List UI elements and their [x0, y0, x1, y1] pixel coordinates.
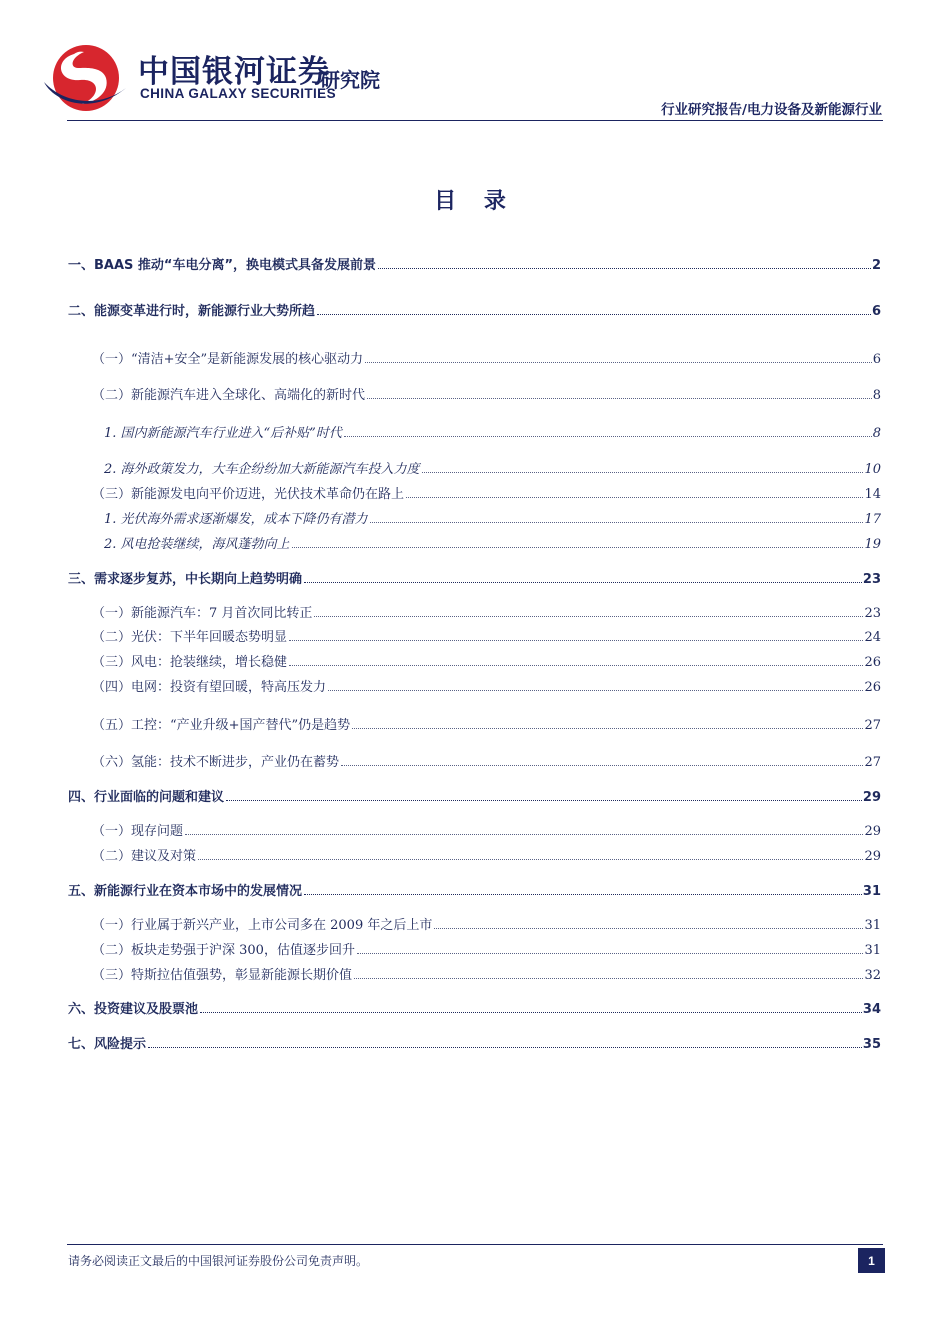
toc-entry-label: （一）新能源汽车：7 月首次同比转正	[92, 606, 313, 621]
toc-entry-label: （二）新能源汽车进入全球化、高端化的新时代	[92, 388, 366, 403]
toc-entry-subsection[interactable]	[92, 679, 881, 697]
toc-entry-page: 8	[872, 426, 881, 441]
logo-institute: 研究院	[320, 68, 380, 92]
toc-entry-subsection[interactable]	[92, 917, 881, 935]
toc-entry-label: 一、BAAS 推动“车电分离”，换电模式具备发展前景	[68, 258, 377, 273]
page-number-badge: 1	[858, 1248, 885, 1273]
toc-entry-label: 六、投资建议及股票池	[68, 1002, 199, 1017]
galaxy-logo-icon	[40, 38, 132, 116]
toc-entry-item[interactable]	[104, 461, 881, 479]
toc-entry-page: 35	[862, 1037, 881, 1052]
toc-entry-page: 23	[864, 606, 881, 621]
toc-entry-page: 29	[864, 824, 881, 839]
toc-entry-item[interactable]	[104, 511, 881, 529]
toc-leader-dots	[304, 894, 862, 895]
toc-entry-label: （二）板块走势强于沪深 300，估值逐步回升	[92, 943, 355, 958]
toc-entry-section-1[interactable]	[68, 257, 881, 275]
toc-entry-label: （六）氢能：技术不断进步，产业仍在蓄势	[92, 755, 340, 770]
logo-english-name: CHINA GALAXY SECURITIES	[140, 86, 336, 101]
toc-entry-page: 24	[864, 630, 881, 645]
toc-entry-subsection[interactable]	[92, 967, 881, 985]
toc-entry-subsection[interactable]	[92, 629, 881, 647]
toc-entry-page: 34	[862, 1002, 881, 1017]
toc-entry-label: 五、新能源行业在资本市场中的发展情况	[68, 884, 303, 899]
company-logo	[40, 38, 412, 116]
toc-leader-dots	[378, 268, 871, 269]
toc-leader-dots	[148, 1047, 862, 1048]
toc-entry-subsection[interactable]	[92, 654, 881, 672]
toc-entry-subsection[interactable]	[92, 717, 881, 735]
toc-leader-dots	[185, 834, 863, 835]
toc-entry-label: 二、能源变革进行时，新能源行业大势所趋	[68, 304, 316, 319]
toc-entry-page: 19	[864, 537, 881, 552]
toc-entry-label: 四、行业面临的问题和建议	[68, 790, 225, 805]
toc-entry-subsection[interactable]	[92, 605, 881, 623]
toc-entry-label: （三）新能源发电向平价迈进，光伏技术革命仍在路上	[92, 487, 405, 502]
toc-entry-page: 8	[872, 388, 881, 403]
toc-entry-page: 6	[871, 304, 881, 319]
toc-leader-dots	[365, 362, 872, 363]
toc-leader-dots	[352, 728, 863, 729]
toc-entry-page: 26	[864, 680, 881, 695]
toc-entry-item[interactable]	[104, 425, 881, 443]
toc-entry-subsection[interactable]	[92, 754, 881, 772]
toc-entry-page: 14	[864, 487, 881, 502]
toc-entry-page: 31	[862, 884, 881, 899]
toc-leader-dots	[304, 582, 862, 583]
report-type: 行业研究报告/电力设备及新能源行业	[661, 102, 882, 118]
toc-entry-section-5[interactable]	[68, 883, 881, 901]
toc-entry-label: （二）光伏：下半年回暖态势明显	[92, 630, 288, 645]
toc-entry-label: 七、风险提示	[68, 1037, 147, 1052]
toc-leader-dots	[289, 665, 863, 666]
toc-entry-page: 2	[871, 258, 881, 273]
toc-leader-dots	[198, 859, 863, 860]
logo-chinese-name: 中国银河证券	[138, 54, 330, 90]
footer-disclaimer: 请务必阅读正文最后的中国银河证券股份公司免责声明。	[68, 1254, 369, 1268]
toc-entry-label: （一）“清洁+安全”是新能源发展的核心驱动力	[92, 352, 364, 367]
toc-entry-label: （三）特斯拉估值强势，彰显新能源长期价值	[92, 968, 353, 983]
toc-entry-label: （三）风电：抢装继续，增长稳健	[92, 655, 288, 670]
toc-leader-dots	[434, 928, 863, 929]
toc-entry-subsection[interactable]	[92, 942, 881, 960]
toc-leader-dots	[422, 472, 864, 473]
toc-leader-dots	[317, 314, 871, 315]
toc-entry-label: （五）工控：“产业升级+国产替代”仍是趋势	[92, 718, 351, 733]
footer-divider	[67, 1244, 883, 1245]
toc-entry-subsection[interactable]	[92, 387, 881, 405]
toc-entry-page: 29	[864, 849, 881, 864]
header-divider	[67, 120, 883, 121]
toc-leader-dots	[406, 497, 863, 498]
toc-entry-page: 32	[864, 968, 881, 983]
toc-entry-page: 31	[864, 918, 881, 933]
toc-leader-dots	[226, 800, 862, 801]
toc-entry-label: （一）现存问题	[92, 824, 184, 839]
toc-entry-label: （四）电网：投资有望回暖，特高压发力	[92, 680, 327, 695]
toc-leader-dots	[289, 640, 863, 641]
toc-entry-subsection[interactable]	[92, 351, 881, 369]
toc-entry-section-6[interactable]	[68, 1001, 881, 1019]
toc-entry-label: 三、需求逐步复苏，中长期向上趋势明确	[68, 572, 303, 587]
toc-leader-dots	[292, 547, 864, 548]
toc-leader-dots	[341, 765, 863, 766]
toc-entry-page: 27	[864, 755, 881, 770]
toc-leader-dots	[200, 1012, 862, 1013]
toc-entry-label: 2. 海外政策发力，大车企纷纷加大新能源汽车投入力度	[104, 462, 420, 477]
toc-leader-dots	[314, 616, 863, 617]
toc-entry-subsection[interactable]	[92, 823, 881, 841]
toc-entry-section-2[interactable]	[68, 303, 881, 321]
toc-entry-page: 10	[864, 462, 881, 477]
toc-leader-dots	[357, 953, 864, 954]
toc-leader-dots	[328, 690, 863, 691]
toc-entry-section-4[interactable]	[68, 789, 881, 807]
toc-entry-label: （二）建议及对策	[92, 849, 197, 864]
toc-entry-subsection[interactable]	[92, 486, 881, 504]
toc-entry-section-7[interactable]	[68, 1036, 881, 1054]
toc-title: 目 录	[434, 189, 516, 214]
toc-entry-label: 1. 国内新能源汽车行业进入“后补贴”时代	[104, 426, 342, 441]
toc-entry-label: （一）行业属于新兴产业，上市公司多在 2009 年之后上市	[92, 918, 433, 933]
toc-entry-label: 2. 风电抢装继续，海风蓬勃向上	[104, 537, 290, 552]
toc-entry-page: 26	[864, 655, 881, 670]
toc-entry-page: 31	[864, 943, 881, 958]
toc-entry-page: 23	[862, 572, 881, 587]
toc-leader-dots	[367, 398, 872, 399]
toc-entry-item[interactable]	[104, 536, 881, 554]
toc-leader-dots	[354, 978, 863, 979]
toc-entry-page: 17	[864, 512, 881, 527]
toc-entry-section-3[interactable]	[68, 571, 881, 589]
toc-entry-page: 29	[862, 790, 881, 805]
toc-entry-page: 6	[872, 352, 881, 367]
toc-leader-dots	[370, 522, 864, 523]
toc-entry-page: 27	[864, 718, 881, 733]
toc-leader-dots	[344, 436, 872, 437]
toc-entry-subsection[interactable]	[92, 848, 881, 866]
toc-entry-label: 1. 光伏海外需求逐渐爆发，成本下降仍有潜力	[104, 512, 368, 527]
